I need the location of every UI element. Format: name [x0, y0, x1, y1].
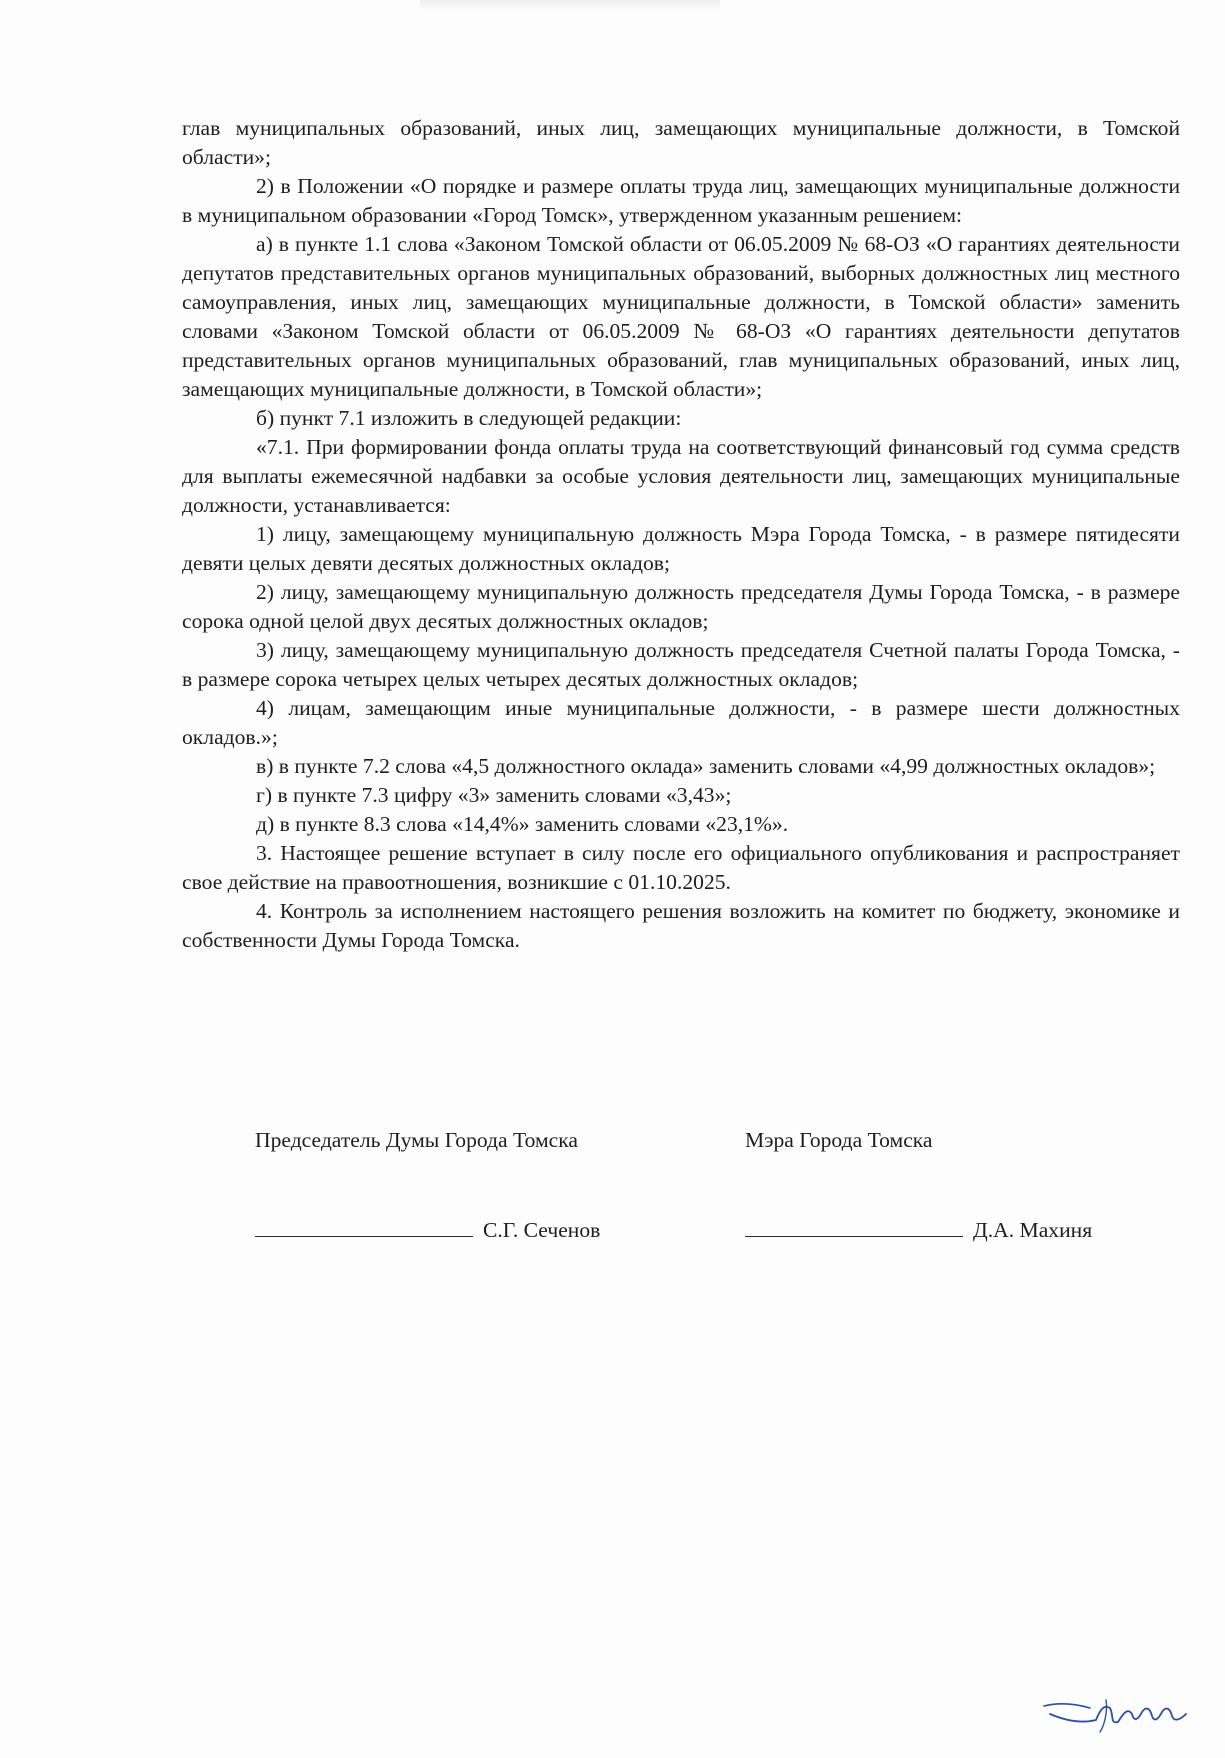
paragraph-clause-7-1-item-2: 2) лицу, замещающему муниципальную должность председателя Думы Города Томска, - в размере сорока одной целой двух десятых должностных окладов;: [182, 580, 1180, 633]
document-body: [182, 114, 1180, 955]
paragraph-clause-7-1-item-1: 1) лицу, замещающему муниципальную должность Мэра Города Томска, - в размере пятидесяти девяти целых девяти десятых должностных окладов;: [182, 522, 1180, 575]
signature-left-name: С.Г. Сеченов: [483, 1218, 601, 1242]
paragraph-clause-7-1-item-4: 4) лицам, замещающим иные муниципальные должности, - в размере шести должностных окладов.»;: [182, 696, 1180, 749]
scan-artifact: [420, 0, 720, 10]
paragraph-item-2: 2) в Положении «О порядке и размере оплаты труда лиц, замещающих муниципальные должности в муниципальном образовании «Город Томск», утвержденном указанным решением:: [182, 174, 1180, 227]
paragraph-continuation: глав муниципальных образований, иных лиц, замещающих муниципальные должности, в Томской области»;: [182, 116, 1180, 169]
signature-left-title: Председатель Думы Города Томска: [255, 1128, 578, 1152]
signature-right-name: Д.А. Махиня: [973, 1218, 1093, 1242]
paragraph-item-3: 3. Настоящее решение вступает в силу после его официального опубликования и распространяет свое действие на правоотношения, возникшие с 01.10.2025.: [182, 841, 1180, 894]
paragraph-clause-7-1-item-3: 3) лицу, замещающему муниципальную должность председателя Счетной палаты Города Томска, - в размере сорока четырех целых четырех десятых должностных окладов;: [182, 638, 1180, 691]
signature-right-block: [745, 1214, 1092, 1245]
paragraph-item-4: 4. Контроль за исполнением настоящего решения возложить на комитет по бюджету, экономике и собственности Думы Города Томска.: [182, 899, 1180, 952]
signature-line-right: [745, 1214, 963, 1237]
paragraph-subitem-a: а) в пункте 1.1 слова «Законом Томской области от 06.05.2009 № 68-ОЗ «О гарантиях деятельности депутатов представительных органов муниципальных образований, выборных должностных лиц местного самоуправления, иных лиц, замещающих муниципальные должности, в Томской области» заменить словами «Законом Томской области от 06.05.2009 № 68-ОЗ «О гарантиях деятельности депутатов представительных органов муниципальных образований, глав муниципальных образований, иных лиц, замещающих муниципальные должности, в Томской области»;: [182, 232, 1180, 401]
signature-left-block: [255, 1214, 600, 1245]
initials-signature-icon: [1040, 1690, 1190, 1740]
paragraph-subitem-b: б) пункт 7.1 изложить в следующей редакции:: [256, 406, 682, 430]
signature-line-left: [255, 1214, 473, 1237]
paragraph-clause-7-1: «7.1. При формировании фонда оплаты труда на соответствующий финансовый год сумма средств для выплаты ежемесячной надбавки за особые условия деятельности лиц, замещающих муниципальные должности, устанавливается:: [182, 435, 1180, 517]
signature-right-title: Мэра Города Томска: [745, 1128, 933, 1152]
paragraph-subitem-g: г) в пункте 7.3 цифру «3» заменить словами «3,43»;: [256, 783, 732, 807]
paragraph-subitem-v: в) в пункте 7.2 слова «4,5 должностного оклада» заменить словами «4,99 должностных окладов»;: [256, 754, 1156, 778]
paragraph-subitem-d: д) в пункте 8.3 слова «14,4%» заменить словами «23,1%».: [256, 812, 789, 836]
